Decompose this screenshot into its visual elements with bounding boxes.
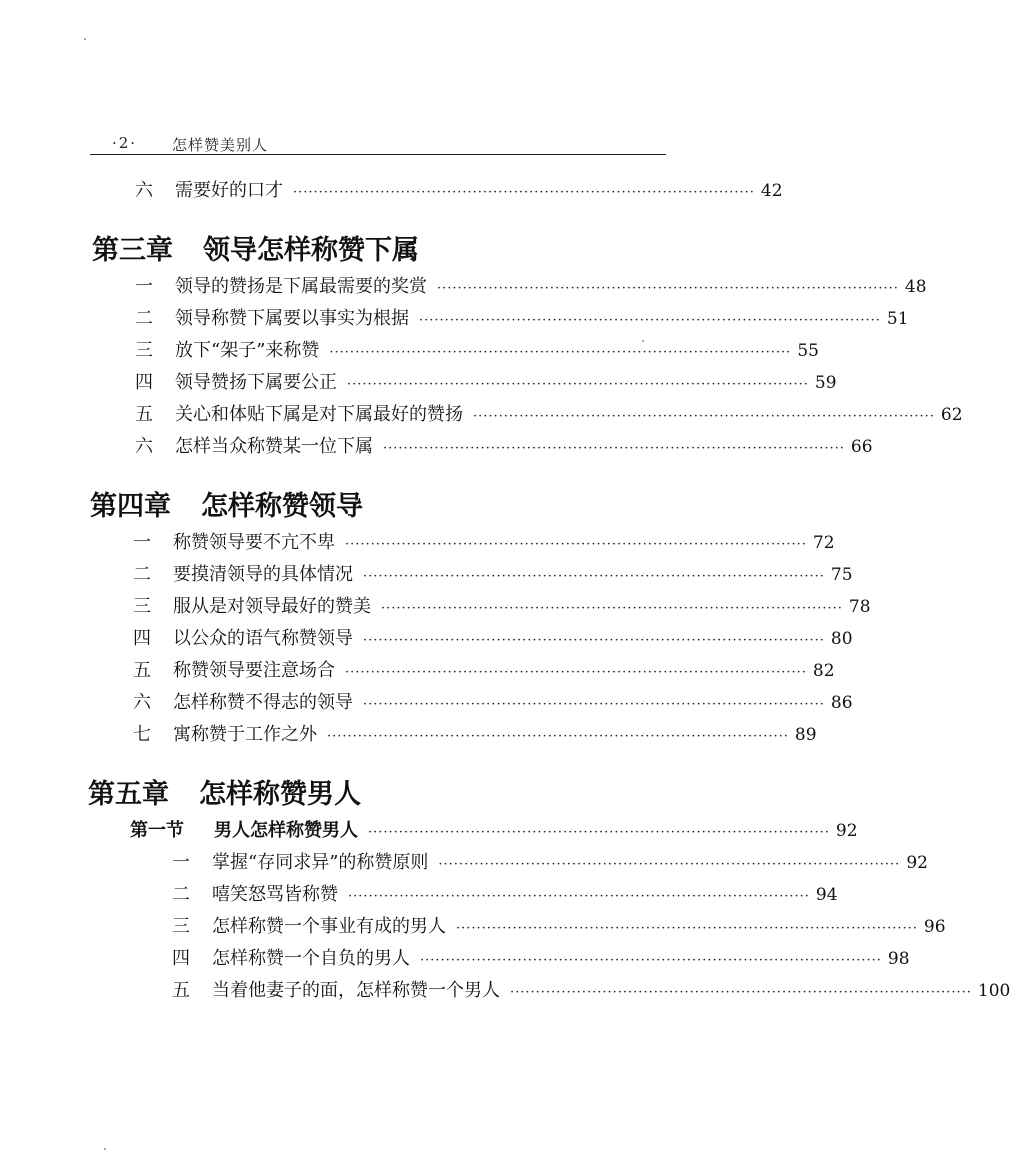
toc-entry[interactable] [133,690,853,716]
section-title: 男人怎样称赞男人 [214,820,358,841]
entry-page: 92 [835,821,858,841]
toc-entry[interactable] [172,946,910,972]
entry-page: 62 [940,405,963,425]
entry-number: 三 [172,916,190,937]
entry-number: 四 [172,948,190,969]
leader-dots: ·························································································· [420,953,882,968]
chapter-heading-3[interactable] [92,228,419,267]
leader-dots: ·························································································· [383,441,845,456]
scan-speck [642,340,644,342]
entry-number: 二 [172,884,190,905]
toc-entry[interactable] [135,434,873,460]
chapter-title: 怎样称赞男人 [199,779,361,810]
entry-number: 五 [135,404,153,425]
running-header [90,134,666,154]
entry-page: 48 [904,277,927,297]
entry-number: 一 [135,276,153,297]
entry-title: 当着他妻子的面，怎样称赞一个男人 [212,980,500,1001]
entry-number: 四 [133,628,151,649]
entry-title: 领导称赞下属要以事实为根据 [175,308,409,329]
chapter-heading-4[interactable] [90,484,363,523]
entry-page: 98 [887,949,910,969]
entry-title: 要摸清领导的具体情况 [173,564,353,585]
chapter-title: 领导怎样称赞下属 [203,235,419,266]
entry-page: 78 [848,597,871,617]
leader-dots: ·························································································· [363,569,825,584]
entry-number: 二 [135,308,153,329]
entry-number: 三 [135,340,153,361]
leader-dots: ·························································································· [329,345,792,360]
entry-page: 51 [886,309,909,329]
entry-title: 服从是对领导最好的赞美 [173,596,371,617]
toc-entry[interactable] [133,530,835,556]
leader-dots: ·························································································· [368,825,830,840]
leader-dots: ·························································································· [381,601,843,616]
leader-dots: ·························································································· [456,921,918,936]
entry-number: 六 [135,180,153,201]
chapter-label: 第三章 [92,235,173,266]
entry-title: 以公众的语气称赞领导 [173,628,353,649]
entry-number: 七 [133,724,151,745]
entry-title: 掌握“存同求异”的称赞原则 [212,852,429,873]
toc-entry[interactable] [135,338,819,364]
entry-number: 一 [172,852,190,873]
entry-title: 寓称赞于工作之外 [173,724,317,745]
toc-entry[interactable] [135,402,963,428]
entry-title: 称赞领导要不亢不卑 [173,532,335,553]
toc-entry[interactable] [172,978,1010,1004]
entry-page: 66 [850,437,873,457]
entry-title: 怎样称赞一个自负的男人 [212,948,410,969]
leader-dots: ·························································································· [438,857,901,872]
scan-speck [84,38,86,40]
leader-dots: ·························································································· [345,537,807,552]
section-number: 第一节 [130,820,184,841]
leader-dots: ·························································································· [363,697,825,712]
entry-page: 82 [812,661,835,681]
entry-number: 二 [133,564,151,585]
chapter-label: 第五章 [88,779,169,810]
toc-entry[interactable] [133,658,835,684]
entry-title: 怎样称赞一个事业有成的男人 [212,916,446,937]
header-page-number: ·2· [112,134,138,152]
entry-number: 一 [133,532,151,553]
entry-page: 55 [797,341,819,361]
entry-title: 需要好的口才 [175,180,283,201]
toc-entry[interactable] [135,178,783,204]
entry-title: 嘻笑怒骂皆称赞 [212,884,338,905]
chapter-heading-5[interactable] [88,772,361,811]
entry-title: 领导的赞扬是下属最需要的奖赏 [175,276,427,297]
leader-dots: ·························································································· [293,185,755,200]
entry-page: 96 [923,917,946,937]
toc-entry[interactable] [135,306,909,332]
leader-dots: ·························································································· [363,633,825,648]
entry-title: 怎样称赞不得志的领导 [173,692,353,713]
entry-number: 五 [133,660,151,681]
entry-title: 关心和体贴下属是对下属最好的赞扬 [175,404,463,425]
entry-number: 六 [135,436,153,457]
entry-title: 称赞领导要注意场合 [173,660,335,681]
entry-page: 42 [760,181,783,201]
entry-page: 94 [815,885,838,905]
toc-entry[interactable] [172,914,946,940]
leader-dots: ·························································································· [473,409,935,424]
toc-entry[interactable] [133,562,853,588]
toc-entry[interactable] [135,370,837,396]
entry-number: 五 [172,980,190,1001]
toc-entry[interactable] [133,594,871,620]
toc-entry[interactable] [133,626,853,652]
chapter-title: 怎样称赞领导 [201,491,363,522]
entry-number: 六 [133,692,151,713]
toc-entry[interactable] [172,882,838,908]
leader-dots: ·························································································· [348,889,810,904]
toc-entry[interactable] [133,722,817,748]
entry-page: 92 [906,853,928,873]
entry-page: 86 [830,693,853,713]
entry-page: 59 [814,373,837,393]
toc-entry[interactable] [172,850,928,876]
entry-page: 100 [977,981,1010,1001]
entry-number: 三 [133,596,151,617]
entry-page: 89 [794,725,817,745]
header-rule [90,154,666,155]
entry-page: 72 [812,533,835,553]
leader-dots: ·························································································· [437,281,899,296]
entry-title: 放下“架子”来称赞 [175,340,320,361]
header-book-title: 怎样赞美别人 [172,136,269,154]
leader-dots: ·························································································· [327,729,789,744]
entry-number: 四 [135,372,153,393]
entry-page: 80 [830,629,853,649]
leader-dots: ·························································································· [347,377,809,392]
toc-section-entry[interactable] [130,818,858,844]
entry-title: 怎样当众称赞某一位下属 [175,436,373,457]
scan-speck [104,1148,106,1150]
chapter-label: 第四章 [90,491,171,522]
leader-dots: ·························································································· [510,985,972,1000]
toc-entry[interactable] [135,274,927,300]
leader-dots: ·························································································· [345,665,807,680]
leader-dots: ·························································································· [419,313,881,328]
entry-page: 75 [830,565,853,585]
entry-title: 领导赞扬下属要公正 [175,372,337,393]
